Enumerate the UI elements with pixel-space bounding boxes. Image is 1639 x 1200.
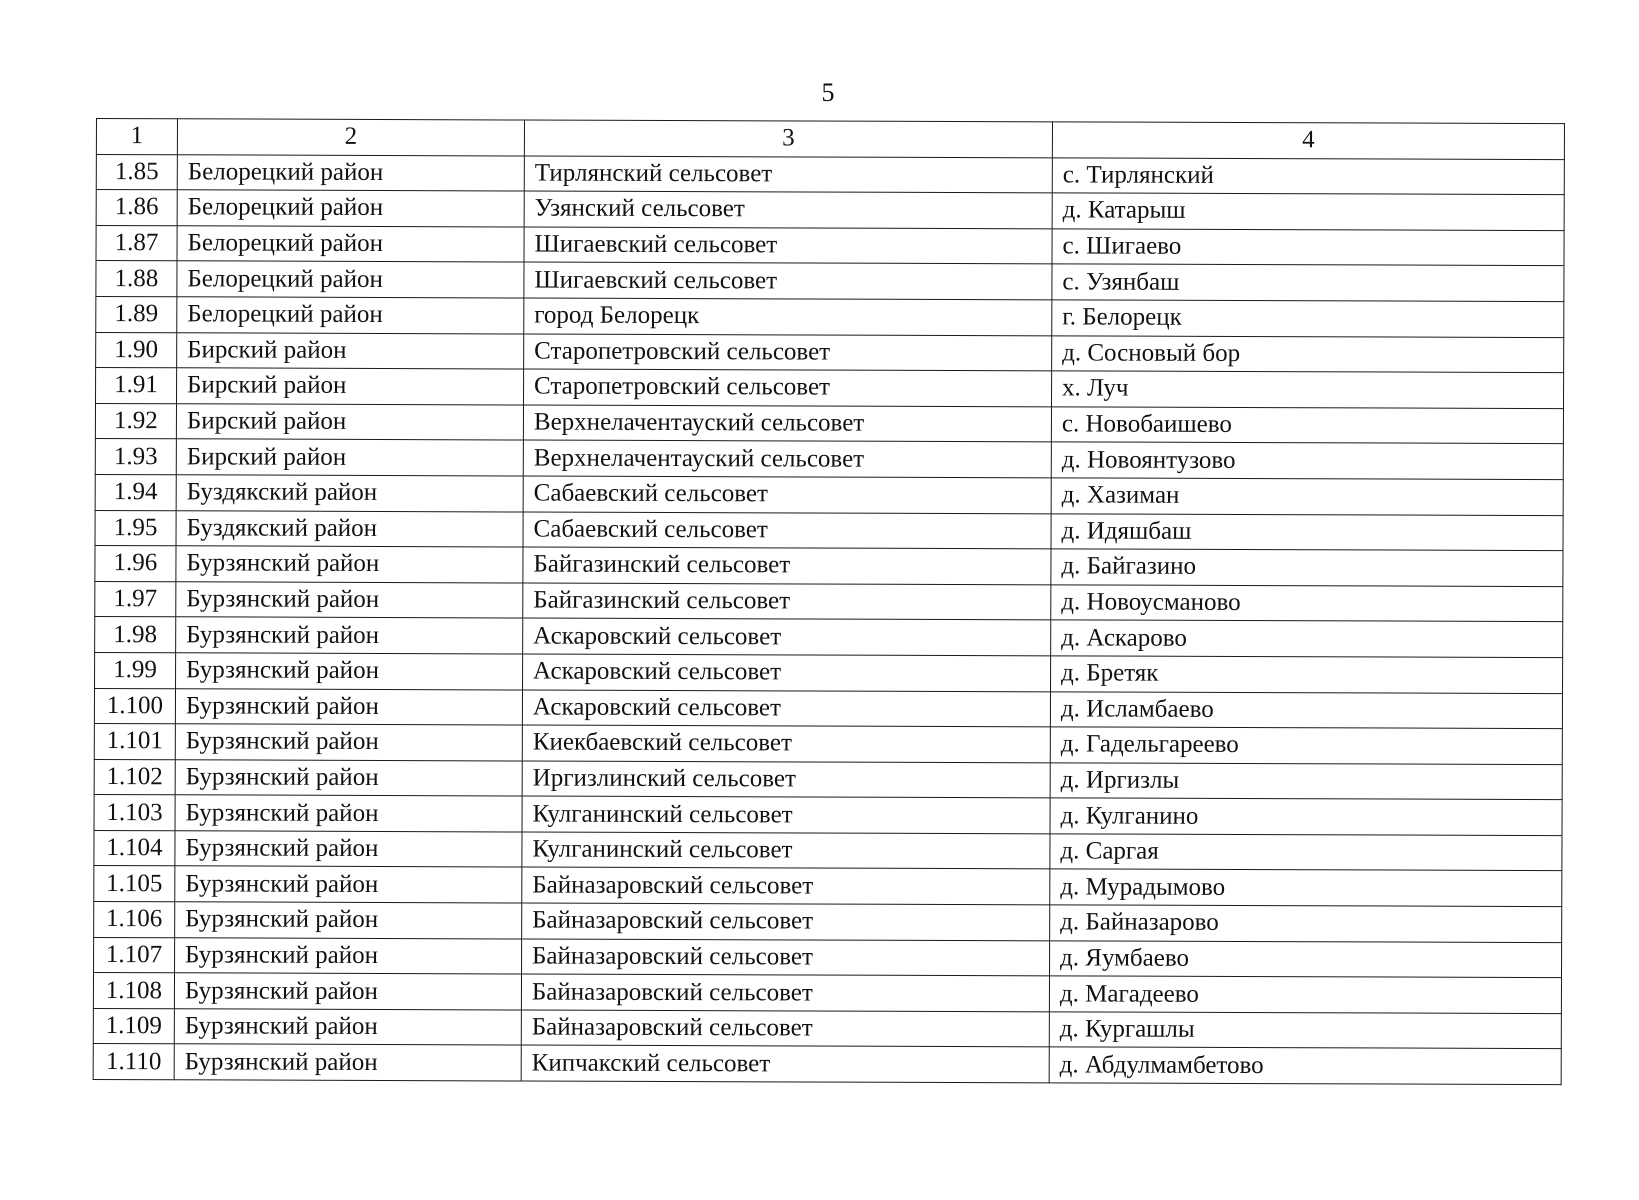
council-cell: Байназаровский сельсовет xyxy=(522,903,1050,940)
row-number-cell: 1.101 xyxy=(94,724,175,760)
table-row xyxy=(93,1008,1561,1049)
district-cell: Бирский район xyxy=(176,404,523,441)
row-number-cell: 1.89 xyxy=(96,296,177,332)
district-cell: Бурзянский район xyxy=(176,617,523,654)
council-cell: Верхнелачентауский сельсовет xyxy=(523,405,1051,442)
settlement-cell: д. Идяшбаш xyxy=(1051,513,1563,550)
district-cell: Белорецкий район xyxy=(177,226,524,263)
settlement-cell: д. Иргизлы xyxy=(1050,763,1562,800)
district-cell: Буздякский район xyxy=(176,510,523,547)
council-cell: Байназаровский сельсовет xyxy=(522,939,1050,976)
council-cell: город Белорецк xyxy=(524,298,1052,335)
district-cell: Белорецкий район xyxy=(177,261,524,298)
district-cell: Бурзянский район xyxy=(175,795,522,832)
row-number-cell: 1.107 xyxy=(94,937,175,973)
row-number-cell: 1.102 xyxy=(94,759,175,795)
district-cell: Буздякский район xyxy=(176,475,523,512)
settlement-cell: д. Кулганино xyxy=(1050,798,1562,835)
row-number-cell: 1.100 xyxy=(94,688,175,724)
council-cell: Иргизлинский сельсовет xyxy=(522,761,1050,798)
row-number-cell: 1.105 xyxy=(94,866,175,902)
table-row xyxy=(95,403,1563,444)
council-cell: Байгазинский сельсовет xyxy=(523,583,1051,620)
table-row xyxy=(95,546,1563,587)
council-cell: Аскаровский сельсовет xyxy=(523,618,1051,655)
settlement-cell: д. Исламбаево xyxy=(1050,691,1562,728)
table-body xyxy=(93,154,1564,1085)
table-row xyxy=(96,190,1564,231)
table-row xyxy=(95,617,1563,658)
council-cell: Сабаевский сельсовет xyxy=(523,512,1051,549)
row-number-cell: 1.106 xyxy=(94,902,175,938)
council-cell: Байназаровский сельсовет xyxy=(522,867,1050,904)
table-row xyxy=(93,1044,1561,1085)
council-cell: Верхнелачентауский сельсовет xyxy=(523,440,1051,477)
settlement-cell: д. Катарыш xyxy=(1052,193,1564,230)
row-number-cell: 1.95 xyxy=(95,510,176,546)
header-cell-col-1: 1 xyxy=(96,119,177,155)
council-cell: Кипчакский сельсовет xyxy=(521,1045,1049,1082)
district-cell: Бурзянский район xyxy=(176,546,523,583)
district-cell: Бурзянский район xyxy=(175,902,522,939)
settlement-cell: д. Кургашлы xyxy=(1049,1012,1561,1049)
settlement-cell: д. Гадельгареево xyxy=(1050,727,1562,764)
row-number-cell: 1.90 xyxy=(96,332,177,368)
district-cell: Белорецкий район xyxy=(177,154,524,191)
row-number-cell: 1.88 xyxy=(96,261,177,297)
table-row xyxy=(96,332,1564,373)
council-cell: Байгазинский сельсовет xyxy=(523,547,1051,584)
settlement-cell: х. Луч xyxy=(1051,371,1563,408)
table-row xyxy=(95,474,1563,515)
row-number-cell: 1.104 xyxy=(94,830,175,866)
council-cell: Байназаровский сельсовет xyxy=(521,1010,1049,1047)
district-cell: Бурзянский район xyxy=(175,937,522,974)
district-cell: Бурзянский район xyxy=(175,724,522,761)
district-cell: Бирский район xyxy=(177,368,524,405)
row-number-cell: 1.109 xyxy=(93,1008,174,1044)
settlement-cell: д. Байгазино xyxy=(1051,549,1563,586)
settlement-cell: д. Хазиман xyxy=(1051,478,1563,515)
settlement-cell: с. Тирлянский xyxy=(1052,157,1564,194)
district-cell: Бурзянский район xyxy=(175,688,522,725)
settlement-cell: д. Байназарово xyxy=(1050,905,1562,942)
row-number-cell: 1.96 xyxy=(95,546,176,582)
settlement-cell: д. Аскарово xyxy=(1051,620,1563,657)
district-cell: Бурзянский район xyxy=(174,1009,521,1046)
row-number-cell: 1.103 xyxy=(94,795,175,831)
district-cell: Белорецкий район xyxy=(177,297,524,334)
council-cell: Шигаевский сельсовет xyxy=(524,262,1052,299)
table-row xyxy=(94,688,1562,729)
council-cell: Старопетровский сельсовет xyxy=(524,334,1052,371)
council-cell: Байназаровский сельсовет xyxy=(521,974,1049,1011)
table-row xyxy=(93,973,1561,1014)
district-cell: Бирский район xyxy=(176,439,523,476)
settlement-cell: д. Магадеево xyxy=(1049,976,1561,1013)
district-cell: Бурзянский район xyxy=(176,653,523,690)
header-row xyxy=(96,119,1564,160)
row-number-cell: 1.86 xyxy=(96,190,177,226)
row-number-cell: 1.108 xyxy=(93,973,174,1009)
district-cell: Бурзянский район xyxy=(174,1044,521,1081)
row-number-cell: 1.99 xyxy=(95,652,176,688)
settlement-cell: с. Узянбаш xyxy=(1052,264,1564,301)
row-number-cell: 1.110 xyxy=(93,1044,174,1080)
row-number-cell: 1.91 xyxy=(96,368,177,404)
district-cell: Бурзянский район xyxy=(175,831,522,868)
settlement-cell: д. Бретяк xyxy=(1051,656,1563,693)
council-cell: Узянский сельсовет xyxy=(524,191,1052,228)
row-number-cell: 1.85 xyxy=(96,154,177,190)
council-cell: Киекбаевский сельсовет xyxy=(522,725,1050,762)
table-row xyxy=(96,368,1564,409)
council-cell: Тирлянский сельсовет xyxy=(524,156,1052,193)
table-row xyxy=(95,581,1563,622)
table-row xyxy=(96,154,1564,195)
table-header xyxy=(96,119,1564,160)
header-cell-col-4: 4 xyxy=(1052,122,1564,159)
settlements-table xyxy=(93,118,1565,1085)
table-row xyxy=(94,795,1562,836)
page-number: 5 xyxy=(821,78,835,107)
settlement-cell: д. Саргая xyxy=(1050,834,1562,871)
table-row xyxy=(96,261,1564,302)
settlement-cell: д. Новоянтузово xyxy=(1051,442,1563,479)
district-cell: Белорецкий район xyxy=(177,190,524,227)
row-number-cell: 1.94 xyxy=(95,474,176,510)
council-cell: Сабаевский сельсовет xyxy=(523,476,1051,513)
row-number-cell: 1.98 xyxy=(95,617,176,653)
table-row xyxy=(94,866,1562,907)
settlement-cell: д. Сосновый бор xyxy=(1052,335,1564,372)
row-number-cell: 1.93 xyxy=(95,439,176,475)
council-cell: Кулганинский сельсовет xyxy=(522,832,1050,869)
table-row xyxy=(94,759,1562,800)
row-number-cell: 1.92 xyxy=(95,403,176,439)
district-cell: Бирский район xyxy=(177,332,524,369)
row-number-cell: 1.97 xyxy=(95,581,176,617)
header-cell-col-2: 2 xyxy=(177,119,524,156)
settlement-cell: д. Новоусманово xyxy=(1051,585,1563,622)
table-row xyxy=(94,830,1562,871)
council-cell: Аскаровский сельсовет xyxy=(522,689,1050,726)
settlement-cell: д. Абдулмамбетово xyxy=(1049,1047,1561,1084)
council-cell: Аскаровский сельсовет xyxy=(523,654,1051,691)
table-row xyxy=(95,652,1563,693)
district-cell: Бурзянский район xyxy=(176,582,523,619)
table-row xyxy=(94,724,1562,765)
council-cell: Старопетровский сельсовет xyxy=(524,369,1052,406)
table-row xyxy=(96,225,1564,266)
table-row xyxy=(94,937,1562,978)
district-cell: Бурзянский район xyxy=(175,866,522,903)
district-cell: Бурзянский район xyxy=(174,973,521,1010)
council-cell: Кулганинский сельсовет xyxy=(522,796,1050,833)
table-row xyxy=(94,902,1562,943)
council-cell: Шигаевский сельсовет xyxy=(524,227,1052,264)
settlement-cell: с. Шигаево xyxy=(1052,229,1564,266)
header-cell-col-3: 3 xyxy=(524,120,1052,157)
settlement-cell: д. Мурадымово xyxy=(1050,869,1562,906)
settlement-cell: с. Новобаишево xyxy=(1051,407,1563,444)
settlement-cell: д. Яумбаево xyxy=(1050,940,1562,977)
table-row xyxy=(96,296,1564,337)
row-number-cell: 1.87 xyxy=(96,225,177,261)
district-cell: Бурзянский район xyxy=(175,759,522,796)
table-row xyxy=(95,439,1563,480)
settlement-cell: г. Белорецк xyxy=(1052,300,1564,337)
table-row xyxy=(95,510,1563,551)
